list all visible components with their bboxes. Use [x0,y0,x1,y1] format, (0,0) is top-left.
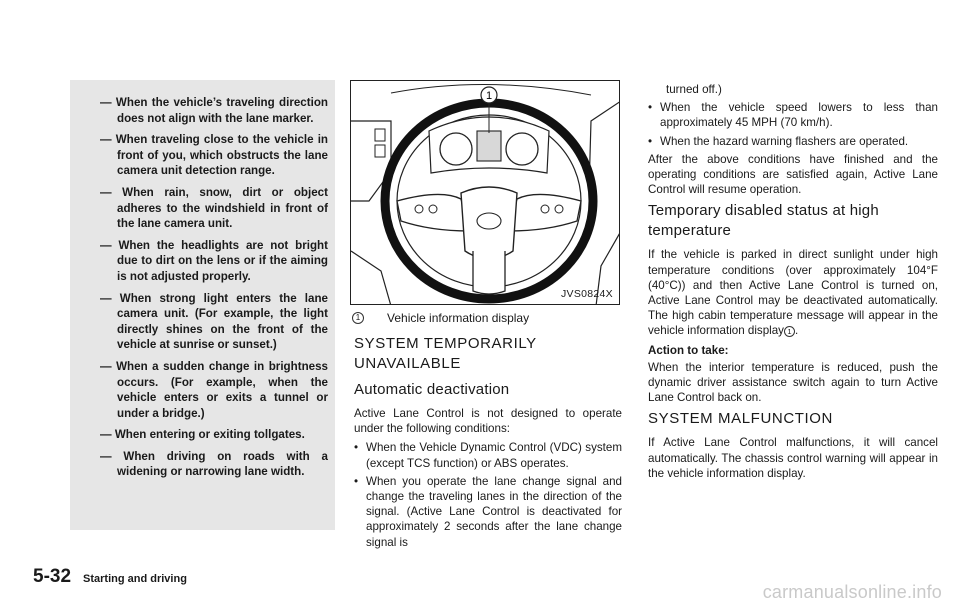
subheading-high-temperature: Temporary disabled status at high temperature [648,202,879,240]
right-column [648,82,938,485]
figure-code: JVS0824X [560,288,613,300]
figure-callout-legend [352,311,529,325]
paragraph: After the above conditions have finished and the operating conditions are satisfied again, Active Lane Control will resume operation. [648,152,938,197]
paragraph: Active Lane Control is not designed to operate under the following conditions: [354,407,622,436]
paragraph: If the vehicle is parked in direct sunlight under high temperature conditions (over approximately 104°F (40°C)) and then Active Lane Control is turned on, Active Lane Control may be deactivated automatically. The high cabin temperature message will appear in the vehicle information display 1 . [648,248,938,338]
list-item-continuation: turned off.) [666,83,722,96]
steering-wheel-illustration [351,81,620,305]
list-item: — When the headlights are not bright due to dirt on the lens or if the aiming is not adjusted properly. [100,238,328,283]
callout-number-label: 1 [485,90,493,102]
middle-column [354,334,622,553]
action-label: Action to take: [648,343,729,357]
callout-number-icon: 1 [352,312,364,324]
list-item: — When a sudden change in brightness occurs. (For example, when the vehicle enters or exits a tunnel or under a bridge.) [100,359,328,420]
list-item: — When strong light enters the lane camera unit. (For example, the light directly shines on the front of the vehicle at sunrise or sunset.) [100,291,328,352]
section-heading-temporarily-unavailable: SYSTEM TEMPORARILY UNAVAILABLE [354,335,537,372]
page-footer [33,566,187,588]
list-item: • When you operate the lane change signal and change the traveling lanes in the direction of the signal. (Active Lane Control is deactivated for approximately 2 seconds after the lane change signal is [354,474,622,549]
watermark: carmanualsonline.info [762,582,942,602]
callout-number-icon: 1 [784,326,795,337]
paragraph: When the interior temperature is reduced, push the dynamic driver assistance switch again to turn Active Lane Control back on. [648,360,938,405]
list-item: — When the vehicle’s traveling direction does not align with the lane marker. [100,96,328,125]
steering-wheel-figure [350,80,620,305]
list-item: • When the vehicle speed lowers to less than approximately 45 MPH (70 km/h). [648,101,938,130]
list-item: — When traveling close to the vehicle in front of you, which obstructs the lane camera unit detection range. [100,133,328,178]
page-number: 5-32 [33,566,72,587]
subheading-automatic-deactivation: Automatic deactivation [354,381,510,398]
section-heading-malfunction: SYSTEM MALFUNCTION [648,410,833,428]
callout-label: Vehicle information display [387,311,530,325]
footer-section-title: Starting and driving [83,573,187,585]
list-item: • When the Vehicle Dynamic Control (VDC) system (except TCS function) or ABS operates. [354,441,622,470]
list-item: • When the hazard warning flashers are operated. [648,134,909,148]
warning-conditions-list [100,95,328,486]
list-item: — When driving on roads with a widening or narrowing lane width. [100,449,328,479]
paragraph: If Active Lane Control malfunctions, it will cancel automatically. The chassis control warning will appear in the vehicle information display. [648,436,938,480]
list-item: — When rain, snow, dirt or object adheres to the windshield in front of the lane camera unit. [100,185,328,231]
list-item: — When entering or exiting tollgates. [100,428,305,442]
